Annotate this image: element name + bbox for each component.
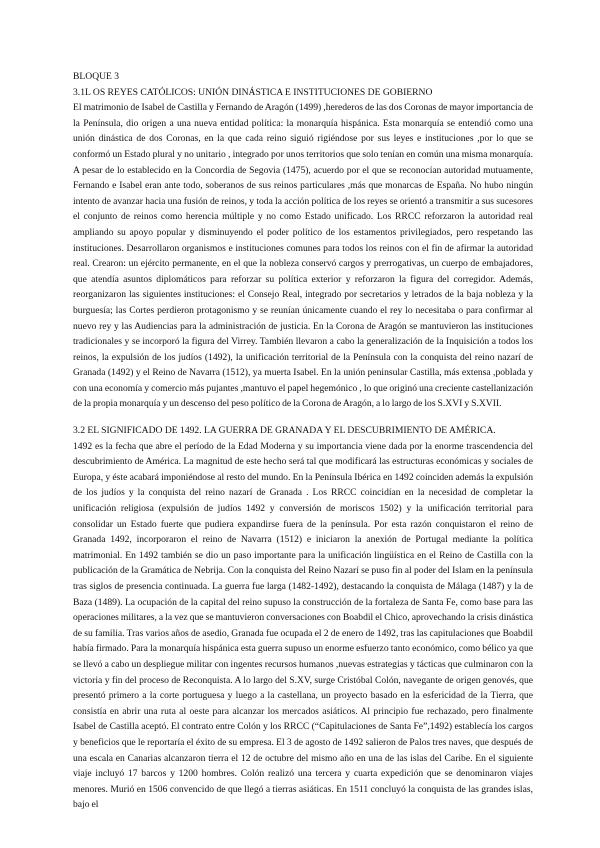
document-header: BLOQUE 3 [73, 71, 120, 82]
section-2-title: 3.2 EL SIGNIFICADO DE 1492. LA GUERRA DE GRANADA Y EL DESCUBRIMIENTO DE AMÉRICA. [73, 425, 496, 437]
section-1-body: El matrimonio de Isabel de Castilla y Fernando de Aragón (1499) ,herederos de las dos Coronas de mayor importancia de la Península, dio origen a una nueva entidad política: la monarquía hispánica. Esta monarquía se entendió como una unión dinástica de dos Coronas, en la que cada reino siguió rigiéndose por sus leyes e instituciones ,por lo que se conformó un Estado plural y no unitario , integrado por unos territorios que solo tenían en común una misma monarquía. A pesar de lo establecido en la Concordia de Segovia (1475), acuerdo por el que se reconocían autoridad mutuamente, Fernando e Isabel eran ante todo, soberanos de sus reinos particulares ,más que monarcas de España. No hubo ningún intento de avanzar hacia una fusión de reinos, y toda la acción política de los reyes se orientó a transmitir a sus sucesores el conjunto de reinos como herencia múltiple y no como Estado unificado. Los RRCC reforzaron la autoridad real ampliando su apoyo popular y disminuyendo el poder político de los estamentos privilegiados, pero respetando las instituciones. Desarrollaron organismos e instituciones comunes para todos los reinos con el fin de afirmar la autoridad real. Crearon: un ejército permanente, en el que la nobleza conservó cargos y prerrogativas, un cuerpo de embajadores, que atendía asuntos diplomáticos para reforzar su política exterior y reforzaron la figura del corregidor. Además, reorganizaron las siguientes instituciones: el Consejo Real, integrado por secretarios y letrados de la baja nobleza y la burguesía; las Cortes perdieron protagonismo y se reunían únicamente cuando el rey lo necesitaba o para confirmar al nuevo rey y las Audiencias para la administración de justicia. En la Corona de Aragón se mantuvieron las instituciones tradicionales y se incorporó la figura del Virrey. También llevaron a cabo la generalización de la Inquisición a todos los reinos, la expulsión de los judíos (1492), la unificación territorial de la Península con la conquista del reino nazarí de Granada (1492) y el Reino de Navarra (1512), ya muerta Isabel. En la unión peninsular Castilla, más extensa ,poblada y con una economía y comercio más pujantes ,mantuvo el papel hegemónico , lo que originó una creciente castellanización de la propia monarquía y un descenso del peso político de la Corona de Aragón, a lo largo de los S.XVI y S.XVII. [73, 102, 533, 410]
section-1-title: 3.1L OS REYES CATÓLICOS: UNIÓN DINÁSTICA E INSTITUCIONES DE GOBIERNO [73, 86, 433, 98]
section-2-body: 1492 es la fecha que abre el período de la Edad Moderna y su importancia viene dada por la enorme trascendencia del descubrimiento de América. La magnitud de este hecho será tal que modificará las estructuras económicas y sociales de Europa, y éste acabará imponiéndose al resto del mundo. En la Península Ibérica en 1492 coinciden además la expulsión de los judíos y la conquista del reino nazarí de Granada . Los RRCC coincidían en la necesidad de completar la unificación religiosa (expulsión de judíos 1492 y conversión de moriscos 1502) y la unificación territorial para consolidar un Estado fuerte que pudiera expandirse fuera de la península. Por esta razón conquistaron el reino de Granada 1492, incorporaron el reino de Navarra (1512) e iniciaron la anexión de Portugal mediante la política matrimonial. En 1492 también se dio un paso importante para la unificación lingüística en el Reino de Castilla con la publicación de la Gramática de Nebrija. Con la conquista del Reino Nazarí se puso fin al poder del Islam en la península tras siglos de presencia continuada. La guerra fue larga (1482-1492), destacando la conquista de Málaga (1487) y la de Baza (1489). La ocupación de la capital del reino supuso la construcción de la fortaleza de Santa Fe, como base para las operaciones militares, a la vez que se mantuvieron conversaciones con Boabdil el Chico, aprovechando la crisis dinástica de su familia. Tras varios años de asedio, Granada fue ocupada el 2 de enero de 1492, tras las capitulaciones que Boabdil había firmado. Para la monarquía hispánica esta guerra supuso un enorme esfuerzo tanto económico, como bélico ya que se llevó a cabo un despliegue militar con ingentes recursos humanos ,nuevas estrategias y tácticas que culminaron con la victoria y fin del proceso de Reconquista. A lo largo del S.XV, surge Cristóbal Colón, navegante de origen genovés, que presentó primero a la corte portuguesa y luego a la castellana, un proyecto basado en la esfericidad de la Tierra, que consistía en abrir una ruta al oeste para alcanzar los mercados asiáticos. Al principio fue rechazado, pero finalmente Isabel de Castilla aceptó. El contrato entre Colón y los RRCC (“Capitulaciones de Santa Fe”,1492) establecía los cargos y beneficios que le reportaría el éxito de su empresa. El 3 de agosto de 1492 salieron de Palos tres naves, que después de una escala en Canarias alcanzaron tierra el 12 de octubre del mismo año en una de las islas del Caribe. En el siguiente viaje incluyó 17 barcos y 1200 hombres. Colón realizó una tercera y cuarta expedición que se denominaron viajes menores. Murió en 1506 convencido de que llegó a tierras asiáticas. En 1511 concluyó la conquista de las grandes islas, bajo el [73, 440, 533, 811]
section-1 [73, 85, 533, 412]
document-page [73, 69, 533, 813]
section-2 [73, 423, 533, 813]
